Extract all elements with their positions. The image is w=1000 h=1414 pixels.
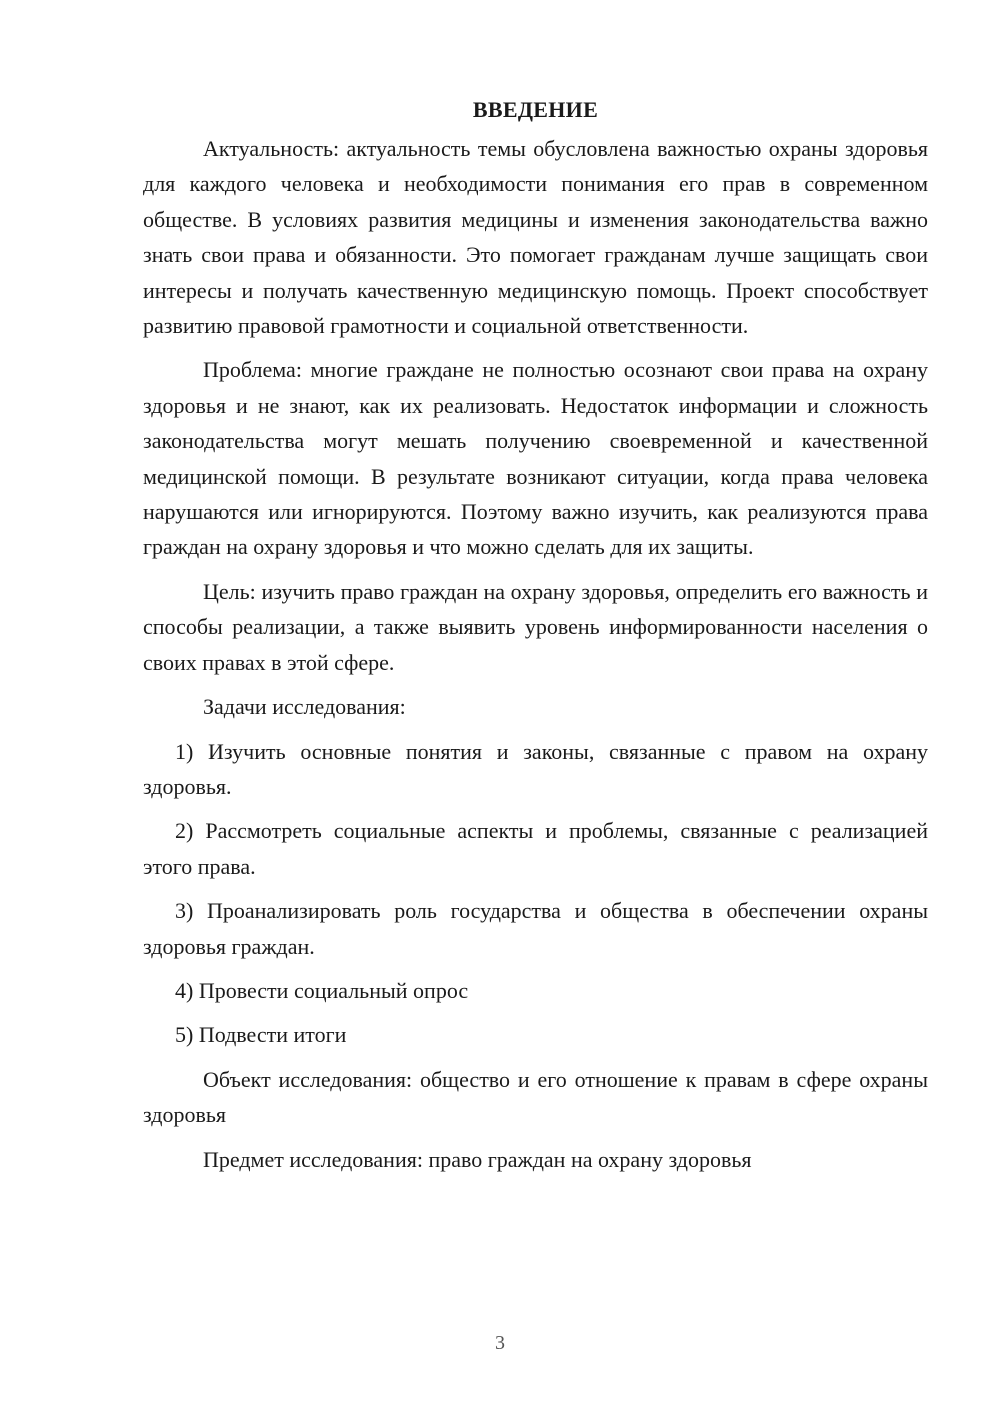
task-item-3: 3) Проанализировать роль государства и общества в обеспечении охраны здоровья граждан.	[143, 898, 928, 959]
research-object-paragraph: Объект исследования: общество и его отношение к правам в сфере охраны здоровья	[143, 1066, 928, 1128]
page-number: 3	[495, 1332, 505, 1354]
section-title: ВВЕДЕНИЕ	[472, 97, 599, 122]
tasks-heading: Задачи исследования:	[203, 694, 406, 720]
document-page	[143, 92, 928, 1186]
research-subject-paragraph: Предмет исследования: право граждан на охрану здоровья	[203, 1146, 752, 1172]
task-item-2: 2) Рассмотреть социальные аспекты и проблемы, связанные с реализацией этого права.	[143, 818, 928, 879]
goal-paragraph: Цель: изучить право граждан на охрану здоровья, определить его важность и способы реализации, а также выявить уровень информированности населения о своих правах в этой сфере.	[143, 578, 928, 675]
task-item-1: 1) Изучить основные понятия и законы, связанные с правом на охрану здоровья.	[143, 738, 928, 799]
task-item-4: 4) Провести социальный опрос	[175, 977, 469, 1003]
problem-paragraph: Проблема: многие граждане не полностью осознают свои права на охрану здоровья и не знают, как их реализовать. Недостаток информации и сложность законодательства могут мешать получению своевременной и качественной медицинской помощи. В результате возникают ситуации, когда права человека нарушаются или игнорируются. Поэтому важно изучить, как реализуются права граждан на охрану здоровья и что можно сделать для их защиты.	[143, 357, 928, 560]
task-item-5: 5) Подвести итоги	[175, 1022, 347, 1048]
relevance-paragraph: Актуальность: актуальность темы обусловлена важностью охраны здоровья для каждого человека и необходимости понимания его прав в современном обществе. В условиях развития медицины и изменения законодательства важно знать свои права и обязанности. Это помогает гражданам лучше защищать свои интересы и получать качественную медицинскую помощь. Проект способствует развитию правовой грамотности и социальной ответственности.	[143, 136, 928, 339]
